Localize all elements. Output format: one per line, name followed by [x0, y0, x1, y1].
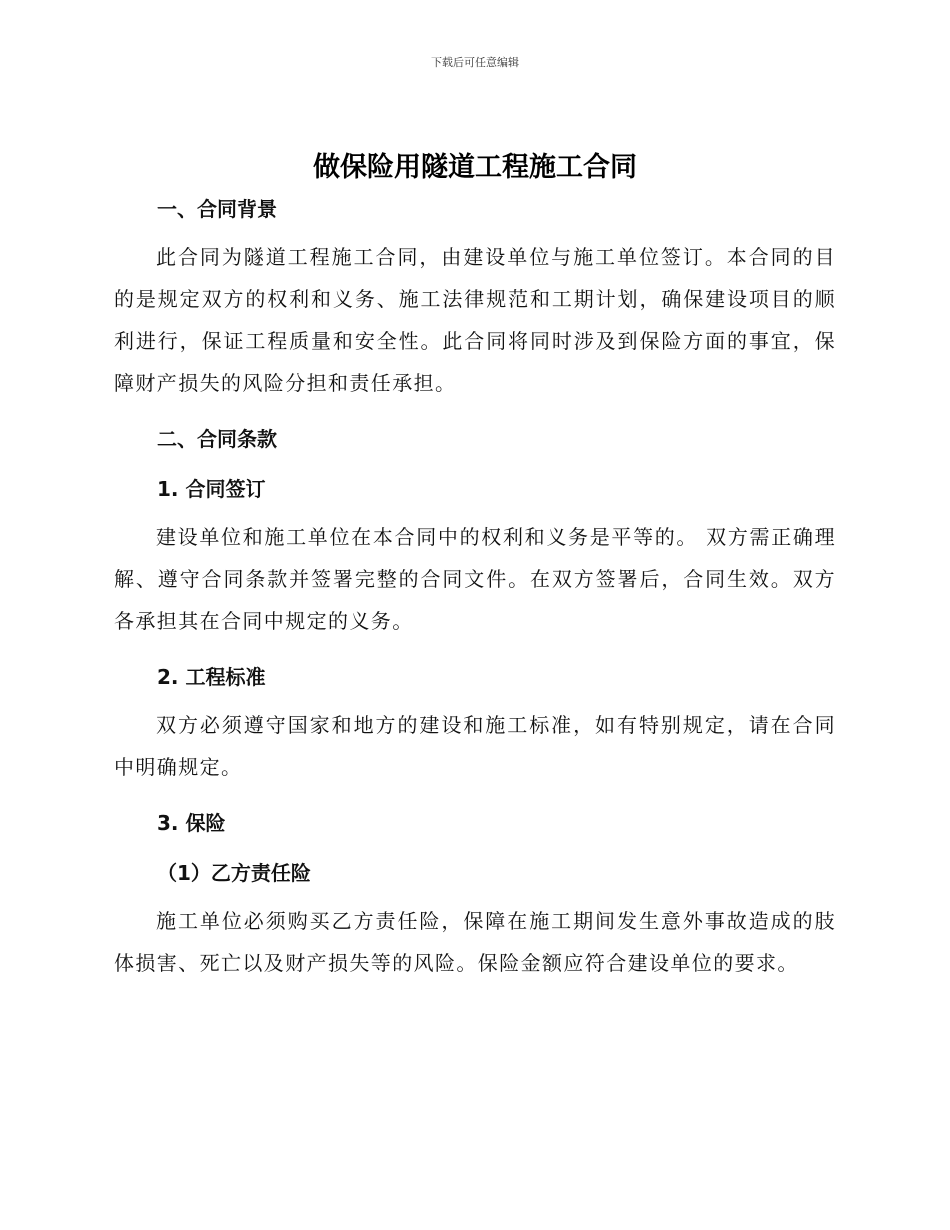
clause-heading-insurance: 3. 保险 [157, 811, 226, 835]
spacer [114, 838, 836, 858]
paragraph-liability: 施工单位必须购买乙方责任险，保障在施工期间发生意外事故造成的肢体损害、死亡以及财产损失等的风险。保险金额应符合建设单位的要求。 [114, 909, 836, 975]
spacer [114, 454, 836, 474]
spacer [114, 642, 836, 662]
paragraph-background: 此合同为隧道工程施工合同，由建设单位与施工单位签订。本合同的目的是规定双方的权利和义务、施工法律规范和工期计划，确保建设项目的顺利进行，保证工程质量和安全性。此合同将同时涉及到保险方面的事宜，保障财产损失的风险分担和责任承担。 [114, 245, 836, 395]
spacer [114, 404, 836, 424]
spacer [114, 504, 836, 516]
spacer [114, 788, 836, 808]
header-note: 下载后可任意编辑 [431, 56, 519, 69]
spacer [114, 224, 836, 236]
section-heading-terms: 二、合同条款 [157, 427, 277, 451]
document-title: 做保险用隧道工程施工合同 [313, 152, 637, 183]
spacer [114, 692, 836, 704]
paragraph-signing: 建设单位和施工单位在本合同中的权利和义务是平等的。 双方需正确理解、遵守合同条款并签署完整的合同文件。在双方签署后，合同生效。双方各承担其在合同中规定的义务。 [114, 525, 836, 633]
document-body [114, 148, 836, 984]
paragraph-standards: 双方必须遵守国家和地方的建设和施工标准，如有特别规定，请在合同中明确规定。 [114, 713, 836, 779]
clause-heading-standards: 2. 工程标准 [157, 665, 266, 689]
section-heading-background: 一、合同背景 [157, 197, 277, 221]
spacer [114, 888, 836, 900]
clause-heading-signing: 1. 合同签订 [157, 477, 266, 501]
subclause-heading-liability: （1）乙方责任险 [157, 861, 311, 885]
